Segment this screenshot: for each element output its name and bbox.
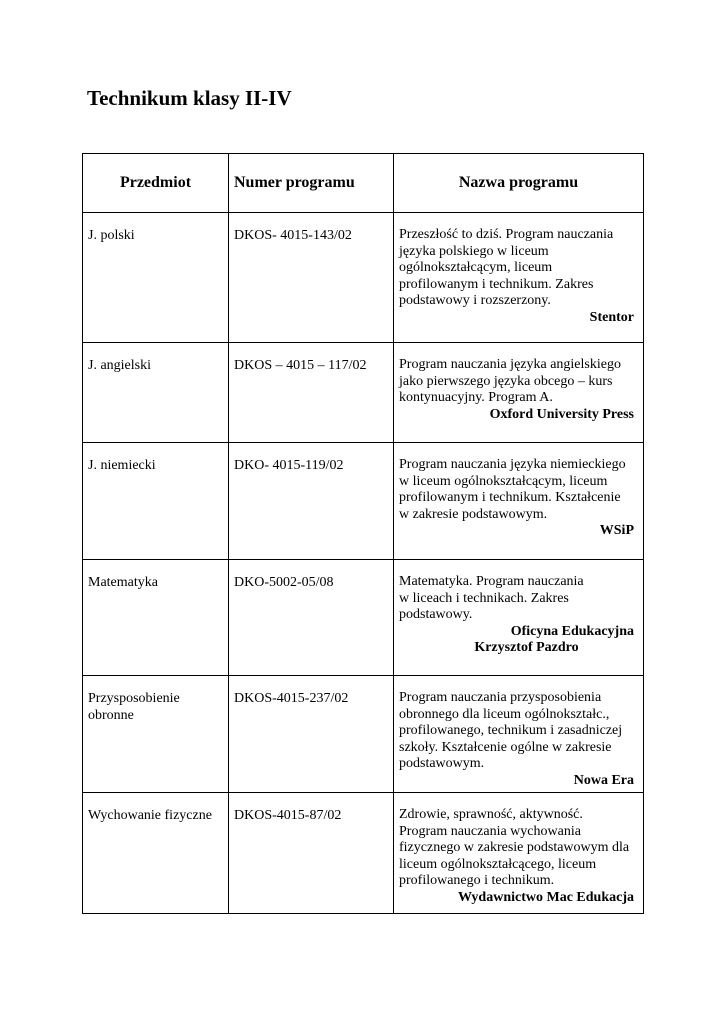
name-cell [394, 793, 644, 914]
subject-text: J. niemiecki [88, 458, 156, 473]
table-row [83, 213, 644, 343]
program-name-line: profilowanego, technikum i zasadniczej [399, 723, 623, 739]
program-name-line: szkoły. Kształcenie ogólne w zakresie [399, 739, 612, 755]
subject-cell [83, 560, 229, 676]
table-row [83, 560, 644, 676]
program-name-line: kontynuacyjny. Program A. [399, 390, 553, 406]
subject-text: J. angielski [88, 358, 151, 373]
program-number: DKOS – 4015 – 117/02 [234, 358, 367, 373]
table-row [83, 793, 644, 914]
page-title: Technikum klasy II-IV [87, 86, 292, 110]
table-row [83, 343, 644, 443]
publisher: Oxford University Press [489, 406, 634, 422]
publisher: Nowa Era [573, 772, 634, 788]
program-name-line: Program nauczania języka angielskiego [399, 357, 621, 372]
table-row [83, 443, 644, 560]
subject-text-line: obronne [88, 707, 134, 723]
program-name-line: profilowanym i technikum. Kształcenie [399, 490, 621, 506]
program-number: DKO-5002-05/08 [234, 575, 334, 590]
number-cell [229, 343, 394, 443]
subject-cell [83, 343, 229, 443]
program-name-line: profilowanego i technikum. [399, 873, 555, 889]
number-cell [229, 443, 394, 560]
number-cell [229, 560, 394, 676]
subject-cell [83, 793, 229, 914]
program-name-line: jako pierwszego języka obcego – kurs [399, 373, 613, 389]
header-subject: Przedmiot [83, 154, 229, 213]
program-name-line: profilowanym i technikum. Zakres [399, 276, 594, 292]
number-cell [229, 793, 394, 914]
program-name-line: w liceum ogólnokształcącym, liceum [399, 473, 608, 489]
name-cell [394, 676, 644, 793]
program-name-line: Program nauczania języka niemieckiego [399, 457, 626, 472]
name-cell [394, 560, 644, 676]
name-cell [394, 213, 644, 343]
name-cell [394, 443, 644, 560]
number-cell [229, 213, 394, 343]
header-number: Numer programu [229, 154, 394, 213]
program-name-line: podstawowym. [399, 756, 485, 772]
number-cell [229, 676, 394, 793]
publisher: Stentor [589, 309, 634, 325]
publisher: Oficyna Edukacyjna [510, 623, 634, 639]
program-number: DKOS-4015-237/02 [234, 691, 349, 706]
subject-cell [83, 676, 229, 793]
program-name-line: fizycznego w zakresie podstawowym dla [399, 840, 630, 856]
table-header-row [83, 154, 644, 213]
subject-text-line: Przysposobienie [88, 691, 180, 706]
program-name-line: Program nauczania wychowania [399, 823, 581, 839]
publisher: Wydawnictwo Mac Edukacja [457, 889, 634, 905]
publisher: WSiP [599, 523, 634, 539]
program-number: DKOS- 4015-143/02 [234, 228, 352, 243]
name-cell [394, 343, 644, 443]
subject-cell [83, 443, 229, 560]
subject-text: J. polski [88, 228, 135, 243]
subject-cell [83, 213, 229, 343]
program-name-line: Program nauczania przysposobienia [399, 690, 602, 705]
subject-text: Matematyka [88, 575, 158, 590]
header-name: Nazwa programu [394, 154, 644, 213]
program-name-line: Przeszłość to dziś. Program nauczania [399, 227, 614, 242]
program-name-line: podstawowy. [399, 607, 473, 623]
program-name-line: podstawowy i rozszerzony. [399, 293, 551, 309]
table-row [83, 676, 644, 793]
program-name-line: obronnego dla liceum ogólnokształc., [399, 706, 610, 722]
program-name-line: ogólnokształcącym, liceum [399, 260, 553, 276]
program-name-line: liceum ogólnokształcącego, liceum [399, 856, 597, 872]
program-name-line: Matematyka. Program nauczania [399, 574, 584, 589]
publisher-author: Krzysztof Pazdro [474, 640, 579, 656]
program-number: DKO- 4015-119/02 [234, 458, 344, 473]
program-number: DKOS-4015-87/02 [234, 808, 342, 823]
program-name-line: Zdrowie, sprawność, aktywność. [399, 807, 583, 822]
programs-table [82, 153, 644, 914]
program-name-line: języka polskiego w liceum [399, 243, 549, 259]
program-name-line: w liceach i technikach. Zakres [399, 590, 569, 606]
subject-text: Wychowanie fizyczne [88, 808, 212, 823]
program-name-line: w zakresie podstawowym. [399, 506, 548, 522]
